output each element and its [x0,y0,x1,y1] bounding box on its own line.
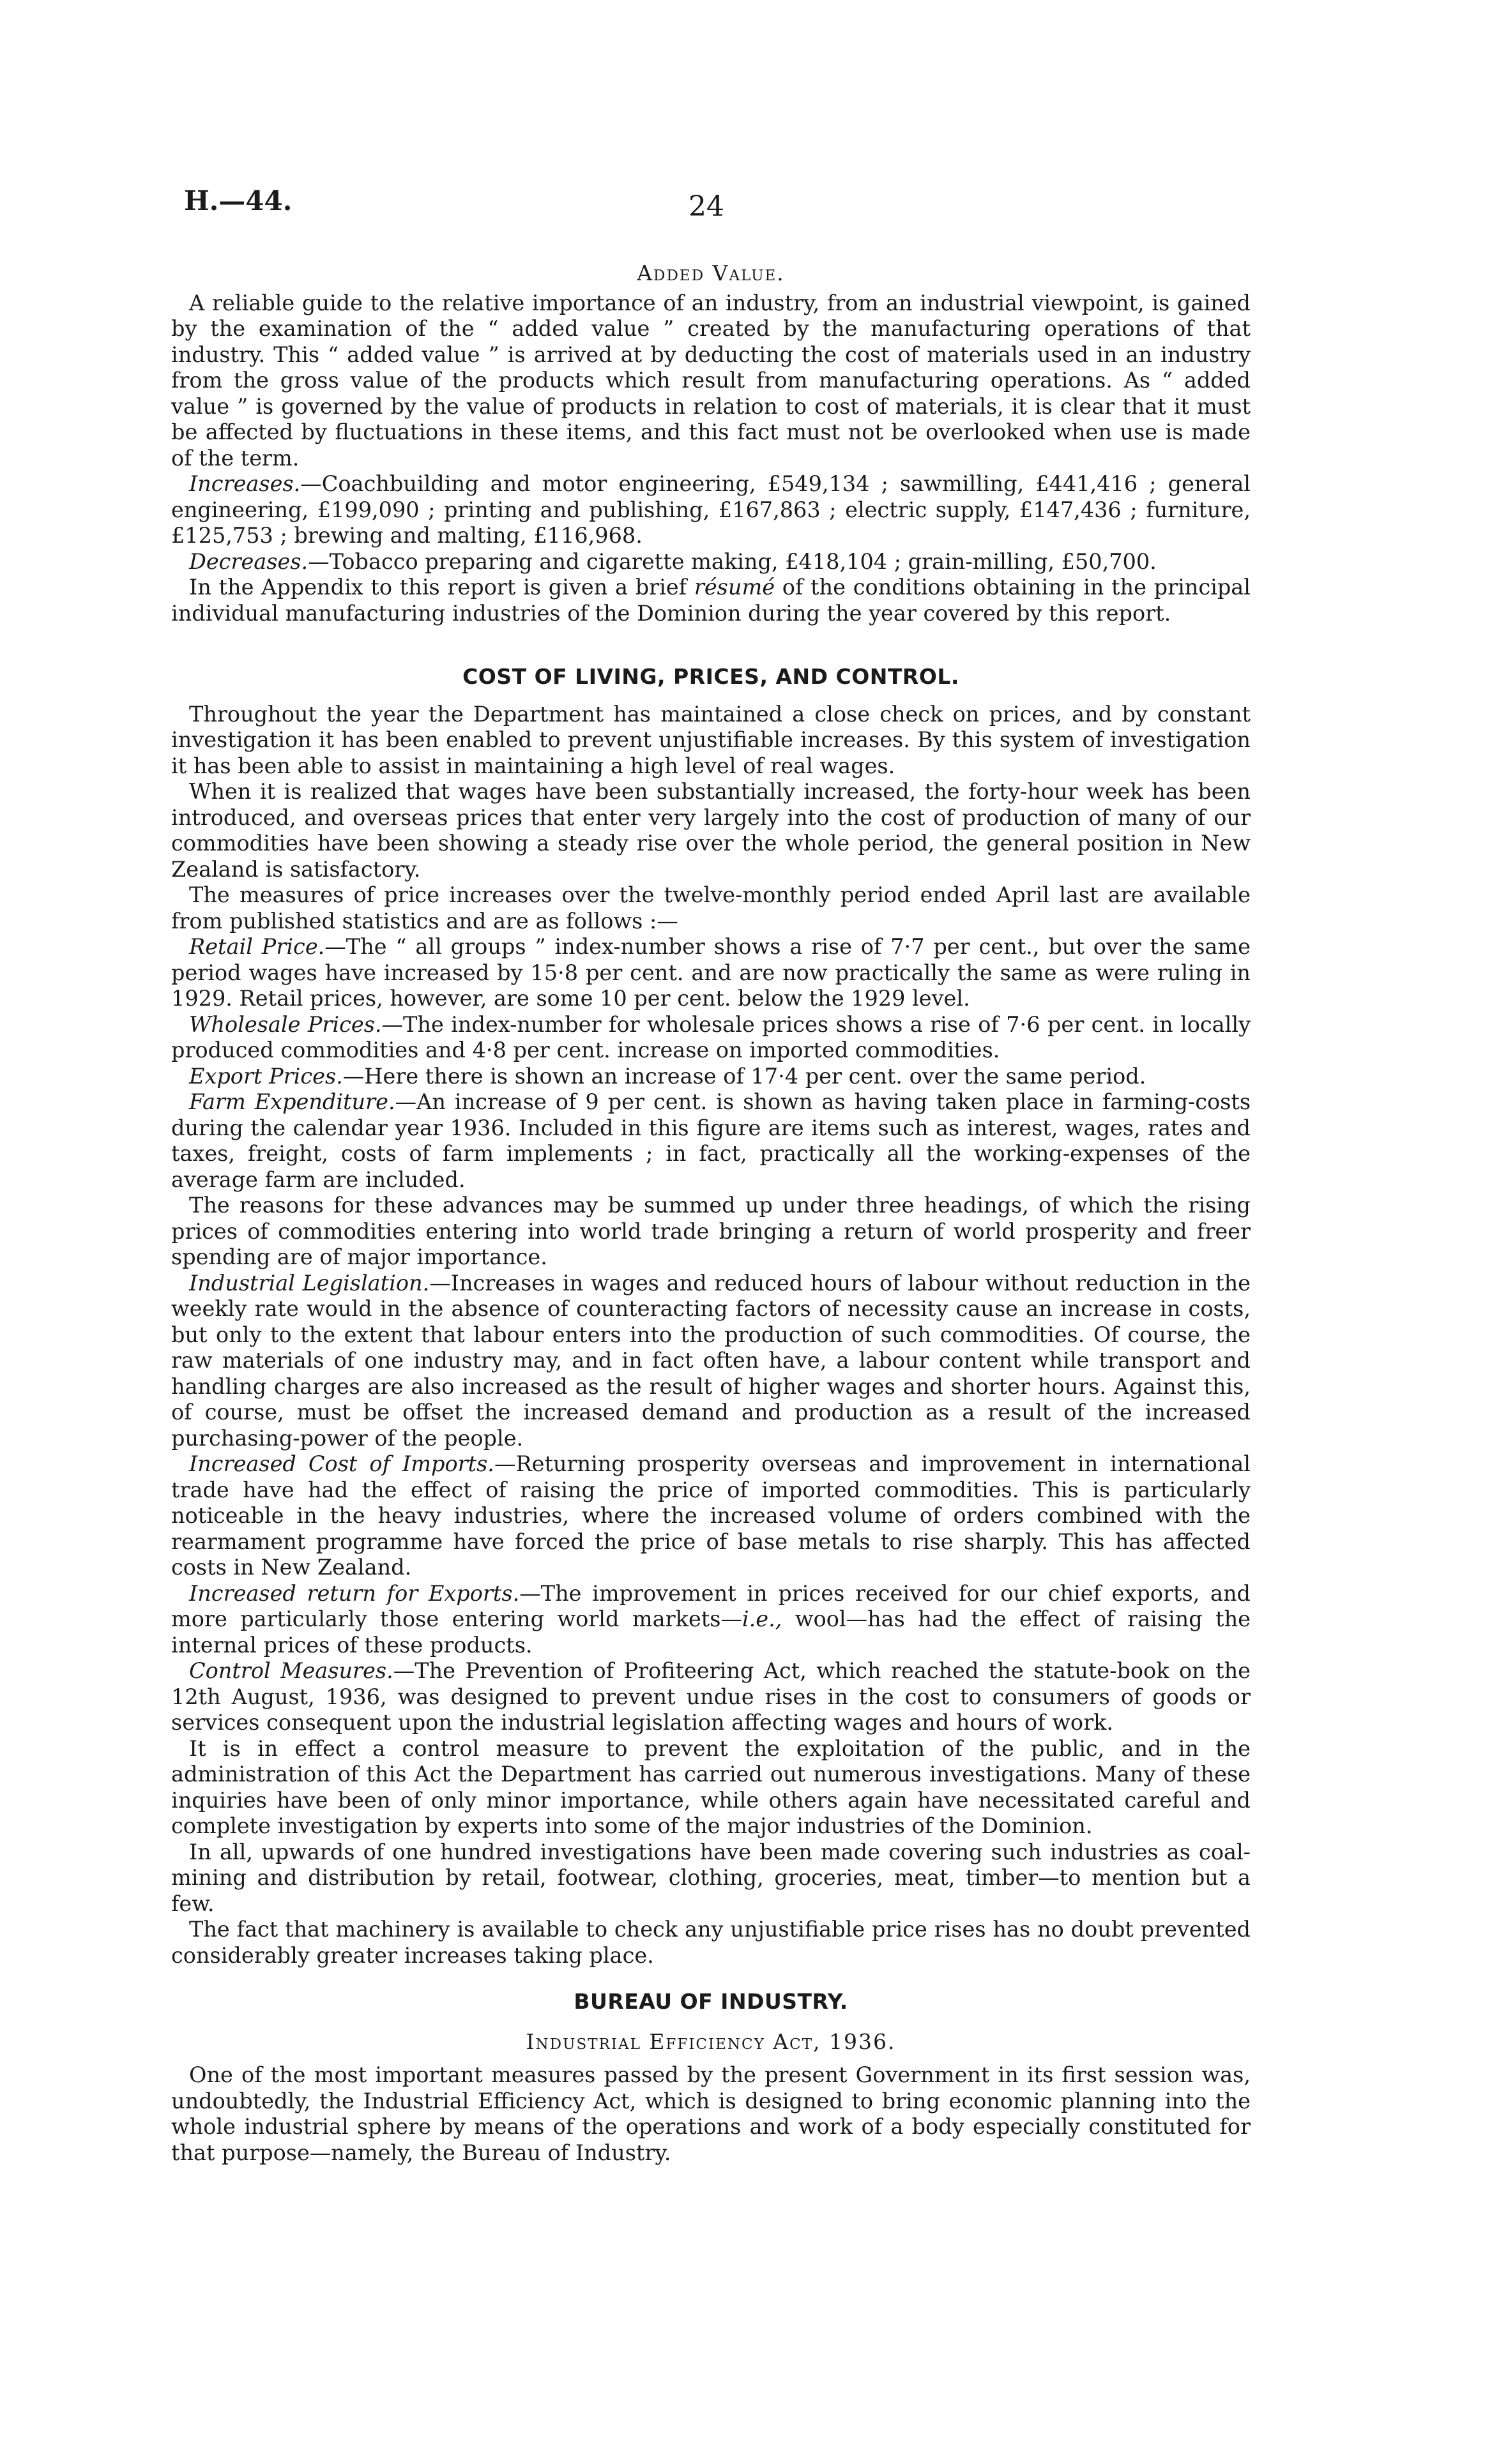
bureau-heading: BUREAU OF INDUSTRY. [574,1989,848,2014]
reasons-paragraph: The reasons for these advances may be summed up under three headings, of which the rising prices of commodities entering into world trade bringing a return of world prosperity and freer spending are of major importance. [171,1193,1251,1269]
decreases-text: —Tobacco preparing and cigarette making, £418,104 ; grain-milling, £50,700. [308,548,1157,574]
increased-return-exports-paragraph [171,1581,1251,1659]
increased-cost-imports-paragraph [171,1451,1251,1581]
retail-price-text: —The “ all groups ” index-number shows a rise of 7·7 per cent., but over the same period wages have increased by 15·8 per cent. and are now practically the same as were ruling in 1929. Retail prices, however, are some 10 per cent. below the 1929 level. [171,934,1251,1011]
bureau-paragraph-1: One of the most important measures passed by the present Government in its first session was, undoubtedly, the Industrial Efficiency Act, which is designed to bring economic planning into the whole industrial sphere by means of the operations and work of a body especially constituted for that purpose—namely, the Bureau of Industry. [171,2062,1251,2165]
control-paragraph-2: It is in effect a control measure to prevent the exploitation of the public, and in the administration of this Act the Department has carried out numerous investigations. Many of these inquiries have been of only minor importance, while others again have necessitated careful and complete investigation by experts into some of the major industries of the Dominion. [171,1735,1251,1838]
export-prices-text: —Here there is shown an increase of 17·4 per cent. over the same period. [342,1063,1146,1089]
increases-paragraph [171,471,1251,549]
appendix-paragraph [171,575,1251,626]
col-paragraph-2: When it is realized that wages have been substantially increased, the forty-hour week has been introduced, and overseas prices that enter very largely into the cost of production of many of our commodities have been showing a steady rise over the whole period, the general position in New Zealand is satisfactory. [171,779,1251,882]
control-measures-paragraph [171,1658,1251,1736]
wholesale-prices-label: Wholesale Prices. [189,1011,382,1037]
control-paragraph-4: The fact that machinery is available to check any unjustifiable price rises has no doubt prevented considerably greater increases taking place. [171,1917,1251,1968]
added-value-heading: Added Value. [637,261,785,285]
appendix-resume: résumé [694,575,775,600]
page-number: 24 [689,190,724,223]
bureau-of-industry-section [171,1989,1251,2166]
increases-text: —Coachbuilding and motor engineering, £549,134 ; sawmilling, £441,416 ; general engineering, £199,090 ; printing and publishing, £167,863 ; electric supply, £147,436 ; furniture, £125,753 ; brewing and malting, £116,968. [171,471,1251,548]
farm-expenditure-label: Farm Expenditure. [189,1089,395,1114]
col-paragraph-3: The measures of price increases over the twelve-monthly period ended April last are available from published statistics and are as follows :— [171,882,1251,933]
appendix-text-2: of the conditions obtaining in the principal individual manufacturing industries of the Dominion during the year covered by this report. [171,575,1251,626]
export-prices-paragraph [171,1064,1251,1090]
industrial-legislation-text: —Increases in wages and reduced hours of labour without reduction in the weekly rate would in the absence of counteracting factors of necessity cause an increase in costs, but only to the extent that labour enters into the production of such commodities. Of course, the raw materials of one industry may, and in fact often have, a labour content while transport and handling charges are also increased as the result of higher wages and shorter hours. Against this, of course, must be offset the increased demand and production as a result of the increased purchasing-power of the people. [171,1270,1251,1451]
control-measures-text: —The Prevention of Profiteering Act, which reached the statute-book on the 12th August, 1936, was designed to prevent undue rises in the cost to consumers of goods or services consequent upon the industrial legislation affecting wages and hours of work. [171,1658,1251,1735]
added-value-paragraph: A reliable guide to the relative importance of an industry, from an industrial viewpoint, is gained by the examination of the “ added value ” created by the manufacturing operations of that industry. This “ added value ” is arrived at by deducting the cost of materials used in an industry from the gross value of the products which result from manufacturing operations. As “ added value ” is governed by the value of products in relation to cost of materials, it is clear that it must be affected by fluctuations in these items, and this fact must not be overlooked when use is made of the term. [171,290,1251,471]
exports-text-1: —The improvement in prices received for our chief exports, and more particularly those entering world markets— [171,1580,1251,1631]
control-paragraph-3: In all, upwards of one hundred investigations have been made covering such industries as coal-mining and distribution by retail, footwear, clothing, groceries, meat, timber—to mention but a few. [171,1839,1251,1916]
increased-cost-imports-text: —Returning prosperity overseas and improvement in international trade have had the effect of raising the price of imported commodities. This is particularly noticeable in the heavy industries, where the increased volume of orders combined with the rearmament programme have forced the price of base metals to rise sharply. This has affected costs in New Zealand. [171,1451,1251,1580]
cost-of-living-section [171,664,1251,1969]
control-measures-label: Control Measures. [189,1658,393,1683]
col-paragraph-1: Throughout the year the Department has maintained a close check on prices, and by constant investigation it has been enabled to prevent unjustifiable increases. By this system of investigation it has been able to assist in maintaining a high level of real wages. [171,701,1251,778]
industrial-legislation-paragraph [171,1271,1251,1452]
bureau-subheading: Industrial Efficiency Act, 1936. [526,2029,896,2054]
increases-label: Increases. [189,471,301,496]
exports-ie: i.e., [742,1606,782,1631]
exports-text-2: wool—has had the effect of raising the internal prices of these products. [171,1606,1251,1658]
retail-price-label: Retail Price. [189,934,325,959]
retail-price-paragraph [171,934,1251,1012]
appendix-text-1: In the Appendix to this report is given a brief [189,575,694,600]
cost-of-living-heading: COST OF LIVING, PRICES, AND CONTROL. [462,664,959,689]
export-prices-label: Export Prices. [189,1063,343,1089]
wholesale-prices-text: —The index-number for wholesale prices shows a rise of 7·6 per cent. in locally produced commodities and 4·8 per cent. increase on imported commodities. [171,1011,1251,1062]
increased-return-exports-label: Increased return for Exports. [189,1580,520,1606]
farm-expenditure-text: —An increase of 9 per cent. is shown as having taken place in farming-costs during the calendar year 1936. Included in this figure are items such as interest, wages, rates and taxes, freight, costs of farm implements ; in fact, practically all the working-expenses of the average farm are included. [171,1089,1251,1192]
document-reference: H.—44. [184,185,293,216]
industrial-legislation-label: Industrial Legislation. [189,1270,430,1296]
added-value-section [171,261,1251,626]
farm-expenditure-paragraph [171,1089,1251,1193]
decreases-label: Decreases. [189,548,308,574]
wholesale-prices-paragraph [171,1012,1251,1064]
decreases-paragraph [171,549,1251,575]
increased-cost-imports-label: Increased Cost of Imports. [189,1451,494,1476]
